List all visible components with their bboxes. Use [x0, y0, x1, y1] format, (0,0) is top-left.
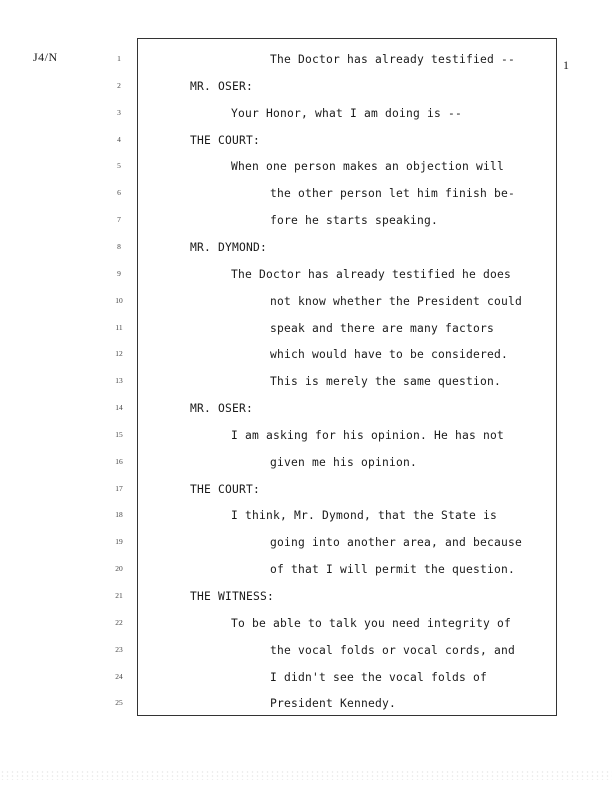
line-number: 17 [115, 483, 123, 493]
transcript-line: When one person makes an objection will [231, 160, 505, 174]
speaker-label: MR. DYMOND: [190, 240, 268, 254]
transcript-line: Your Honor, what I am doing is -- [231, 106, 463, 120]
transcript-line: I think, Mr. Dymond, that the State is [231, 509, 498, 523]
line-number: 22 [115, 617, 123, 627]
transcript-line: President Kennedy. [270, 697, 397, 711]
speaker-label: THE COURT: [190, 133, 261, 147]
line-number: 5 [117, 161, 121, 171]
line-number: 25 [115, 698, 123, 708]
transcript-line: The Doctor has already testified he does [231, 267, 512, 281]
transcript-line: of that I will permit the question. [270, 563, 516, 577]
transcript-line: I am asking for his opinion. He has not [231, 428, 505, 442]
scan-noise [0, 770, 612, 780]
line-number: 23 [115, 644, 123, 654]
page-number: 1 [563, 58, 569, 72]
line-number: 13 [115, 376, 123, 386]
line-number: 8 [117, 241, 121, 251]
speaker-label: THE WITNESS: [190, 590, 275, 603]
transcript-line: I didn't see the vocal folds of [270, 670, 488, 684]
line-number: 1 [117, 54, 121, 63]
transcript-line: the other person let him finish be- [270, 187, 516, 201]
transcript-line: speak and there are many factors [270, 321, 495, 335]
line-number: 10 [115, 295, 123, 305]
speaker-label: THE COURT: [190, 482, 261, 496]
speaker-label: MR. OSER: [190, 79, 254, 93]
transcript-line: going into another area, and because [270, 536, 523, 550]
line-number: 16 [115, 456, 123, 466]
line-number: 3 [117, 107, 121, 117]
line-number: 7 [117, 215, 121, 225]
line-number: 6 [117, 188, 121, 198]
transcript-line: the vocal folds or vocal cords, and [270, 643, 516, 657]
line-number: 18 [115, 510, 123, 520]
line-number: 11 [115, 322, 123, 332]
transcript-line: which would have to be considered. [270, 348, 509, 362]
line-number: 14 [115, 403, 123, 413]
transcript-line: not know whether the President could [270, 294, 523, 308]
page-code: J4/N [33, 50, 58, 64]
line-number: 19 [115, 537, 123, 547]
line-number: 21 [115, 591, 123, 600]
line-number: 2 [117, 80, 121, 90]
speaker-label: MR. OSER: [190, 402, 254, 416]
line-number: 24 [115, 671, 123, 681]
line-number: 15 [115, 429, 123, 439]
transcript-line: fore he starts speaking. [270, 214, 439, 228]
transcript-line: This is merely the same question. [270, 375, 502, 389]
line-number: 20 [115, 564, 123, 574]
line-number: 12 [115, 349, 123, 359]
transcript-line: given me his opinion. [270, 455, 418, 469]
line-number: 4 [117, 134, 121, 144]
line-number: 9 [117, 268, 121, 278]
transcript-line: The Doctor has already testified -- [270, 53, 516, 66]
transcript-line: To be able to talk you need integrity of [231, 616, 512, 630]
